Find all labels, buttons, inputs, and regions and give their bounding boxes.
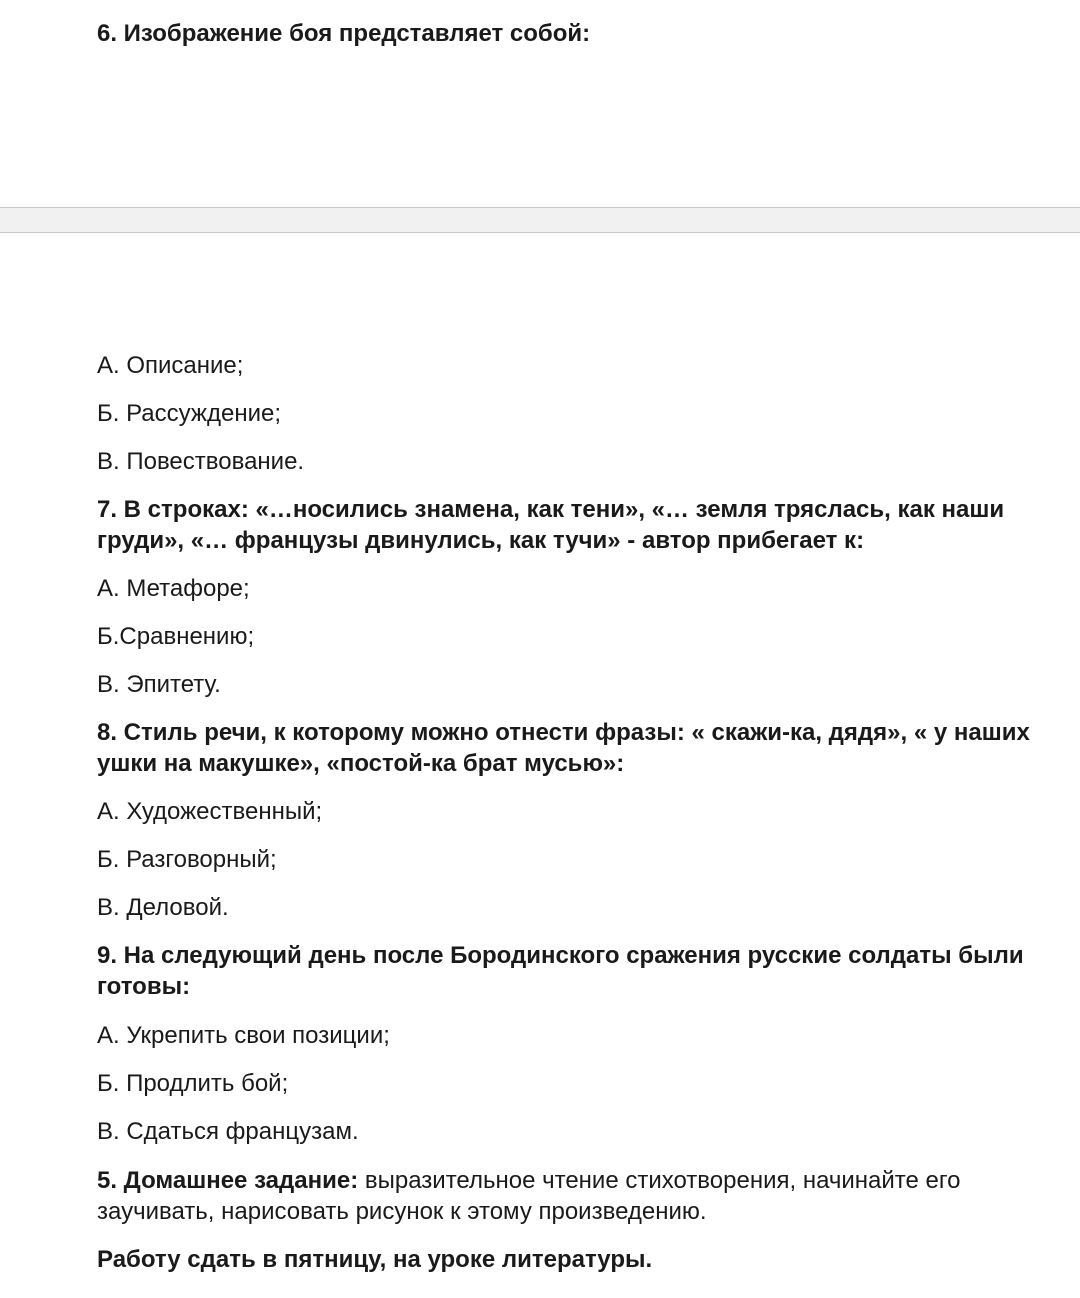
q8-option-b: Б. Разговорный; [97, 846, 277, 873]
q6-option-b: Б. Рассуждение; [97, 400, 281, 427]
question-9-title: 9. На следующий день после Бородинского сражения русские солдаты были готовы: [97, 942, 1024, 1000]
q6-option-a: А. Описание; [97, 352, 244, 379]
homework-text: выразительное чтение стихотворения, начинайте его заучивать, нарисовать рисунок к этому произведению. [97, 1167, 961, 1225]
question-6-title: 6. Изображение боя представляет собой: [97, 20, 591, 47]
deadline-note: Работу сдать в пятницу, на уроке литературы. [97, 1246, 653, 1273]
q7-option-c: В. Эпитету. [97, 671, 221, 698]
q7-option-b: Б.Сравнению; [97, 623, 255, 650]
question-8-title: 8. Стиль речи, к которому можно отнести фразы: « скажи-ка, дядя», « у наших ушки на макушке», «постой-ка брат мусью»: [97, 719, 1030, 777]
page-break-divider [0, 207, 1080, 233]
q9-option-c: В. Сдаться французам. [97, 1118, 359, 1145]
homework-label: 5. Домашнее задание: [97, 1167, 359, 1194]
q8-option-c: В. Деловой. [97, 894, 229, 921]
q8-option-a: А. Художественный; [97, 798, 323, 825]
q6-option-c: В. Повествование. [97, 448, 305, 475]
homework-paragraph [97, 1165, 1072, 1227]
q9-option-a: А. Укрепить свои позиции; [97, 1022, 390, 1049]
question-7-title: 7. В строках: «…носились знамена, как тени», «… земля тряслась, как наши груди», «… французы двинулись, как тучи» - автор прибегает к: [97, 496, 1005, 554]
q7-option-a: А. Метафоре; [97, 575, 250, 602]
q9-option-b: Б. Продлить бой; [97, 1070, 289, 1097]
